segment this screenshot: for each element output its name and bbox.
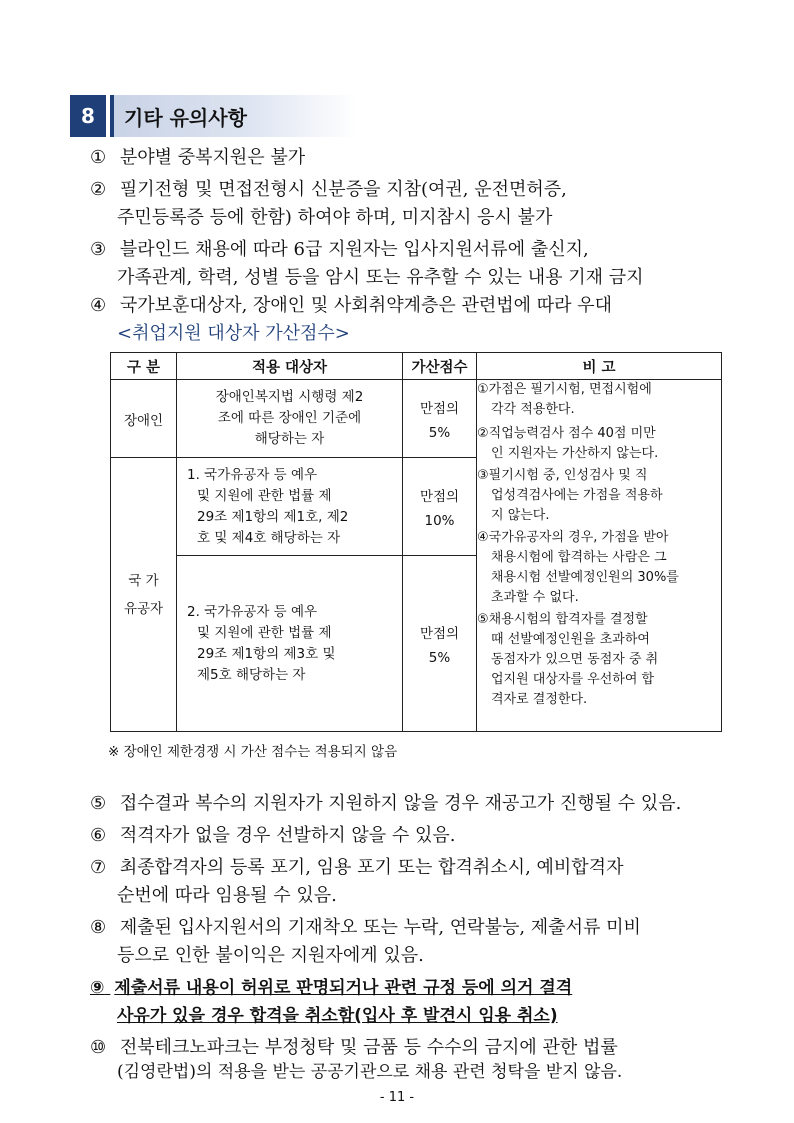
header-target: 적용 대상자 [177,353,403,380]
points-cell: 만점의 10% [403,458,477,556]
item-7: ⑦ 최종합격자의 등록 포기, 임용 포기 또는 합격취소시, 예비합격자 [90,857,624,878]
item-9-cont: 사유가 있을 경우 합격을 취소함(입사 후 발견시 임용 취소) [117,1006,558,1026]
item-number: ① [90,147,107,168]
points-cell: 만점의 5% [403,380,477,458]
section-number: 8 [70,95,106,137]
category-cell: 장애인 [111,380,177,458]
item-3-cont: 가족관계, 학력, 성별 등을 암시 또는 유추할 수 있는 내용 기재 금지 [117,267,644,288]
remarks-cell [477,380,722,732]
item-4 [0,292,612,320]
item-7-cont: 순번에 따라 임용될 수 있음. [117,885,337,906]
item-8-cont: 등으로 인한 불이익은 지원자에게 있음. [117,945,424,966]
table-note: ※ 장애인 제한경쟁 시 가산 점수는 적용되지 않음 [108,744,398,760]
item-5: ⑤ 접수결과 복수의 지원자가 지원하지 않을 경우 재공고가 진행될 수 있음. [90,793,682,814]
header-category: 구 분 [111,353,177,380]
header-points: 가산점수 [403,353,477,380]
item-3 [0,236,589,264]
item-2-cont: 주민등록증 등에 한함) 하여야 하며, 미지참시 응시 불가 [117,207,553,228]
remark-item: ②직업능력검사 점수 40점 미만 인 지원자는 가산하지 않는다. [477,426,659,461]
item-1 [0,144,305,172]
section-header [70,95,357,137]
item-8: ⑧ 제출된 입사지원서의 기재착오 또는 누락, 연락불능, 제출서류 미비 [90,917,641,938]
remark-item: ①가점은 필기시험, 면접시험에 각각 적용한다. [477,382,652,417]
page-number: - 11 - [379,1090,415,1105]
section-title: 기타 유의사항 [110,95,357,137]
target-cell: 장애인복지법 시행령 제2 조에 따른 장애인 기준에 해당하는 자 [177,380,403,458]
item-2 [0,176,567,204]
item-number: ② [90,179,107,200]
item-number: ④ [90,295,107,316]
item-6: ⑥ 적격자가 없을 경우 선발하지 않을 수 있음. [90,825,456,846]
item-text: 필기전형 및 면접전형시 신분증을 지참(여권, 운전면허증, [119,179,567,200]
header-remarks: 비 고 [477,353,722,380]
category-cell: 국 가 유공자 [111,458,177,732]
item-text: 국가보훈대상자, 장애인 및 사회취약계층은 관련법에 따라 우대 [119,295,613,316]
points-cell: 만점의 5% [403,556,477,732]
bonus-points-table [110,352,722,732]
table-row [111,380,722,458]
target-cell: 2. 국가유공자 등 예우 및 지원에 관한 법률 제 29조 제1항의 제3호 및 제5호 해당하는 자 [177,556,403,732]
item-10-cont: (김영란법)의 적용을 받는 공공기관으로 채용 관련 청탁을 받지 않음. [117,1062,623,1082]
item-9: ⑨ 제출서류 내용이 허위로 판명되거나 관련 규정 등에 의거 결격 [90,978,573,998]
remark-item: ⑤채용시험의 합격자를 결정할 때 선발예정인원을 초과하여 동점자가 있으면 동점자 중 취 업지원 대상자를 우선하여 합 격자로 결정한다. [477,612,659,707]
remark-item: ③필기시험 중, 인성검사 및 직 업성격검사에는 가점을 적용하 지 않는다. [477,468,663,523]
item-10: ⑩ 전북테크노파크는 부정청탁 및 금품 등 수수의 금지에 관한 법률 [90,1037,618,1058]
item-text: 분야별 중복지원은 불가 [119,147,306,168]
table-header-row [111,353,722,380]
item-number: ③ [90,239,107,260]
table-subtitle: <취업지원 대상자 가산점수> [117,323,350,344]
remark-item: ④국가유공자의 경우, 가점을 받아 채용시험에 합격하는 사람은 그 채용시험 선발예정인원의 30%를 초과할 수 없다. [477,530,679,605]
target-cell: 1. 국가유공자 등 예우 및 지원에 관한 법률 제 29조 제1항의 제1호, 제2 호 및 제4호 해당하는 자 [177,458,403,556]
item-text: 블라인드 채용에 따라 6급 지원자는 입사지원서류에 출신지, [119,239,589,260]
